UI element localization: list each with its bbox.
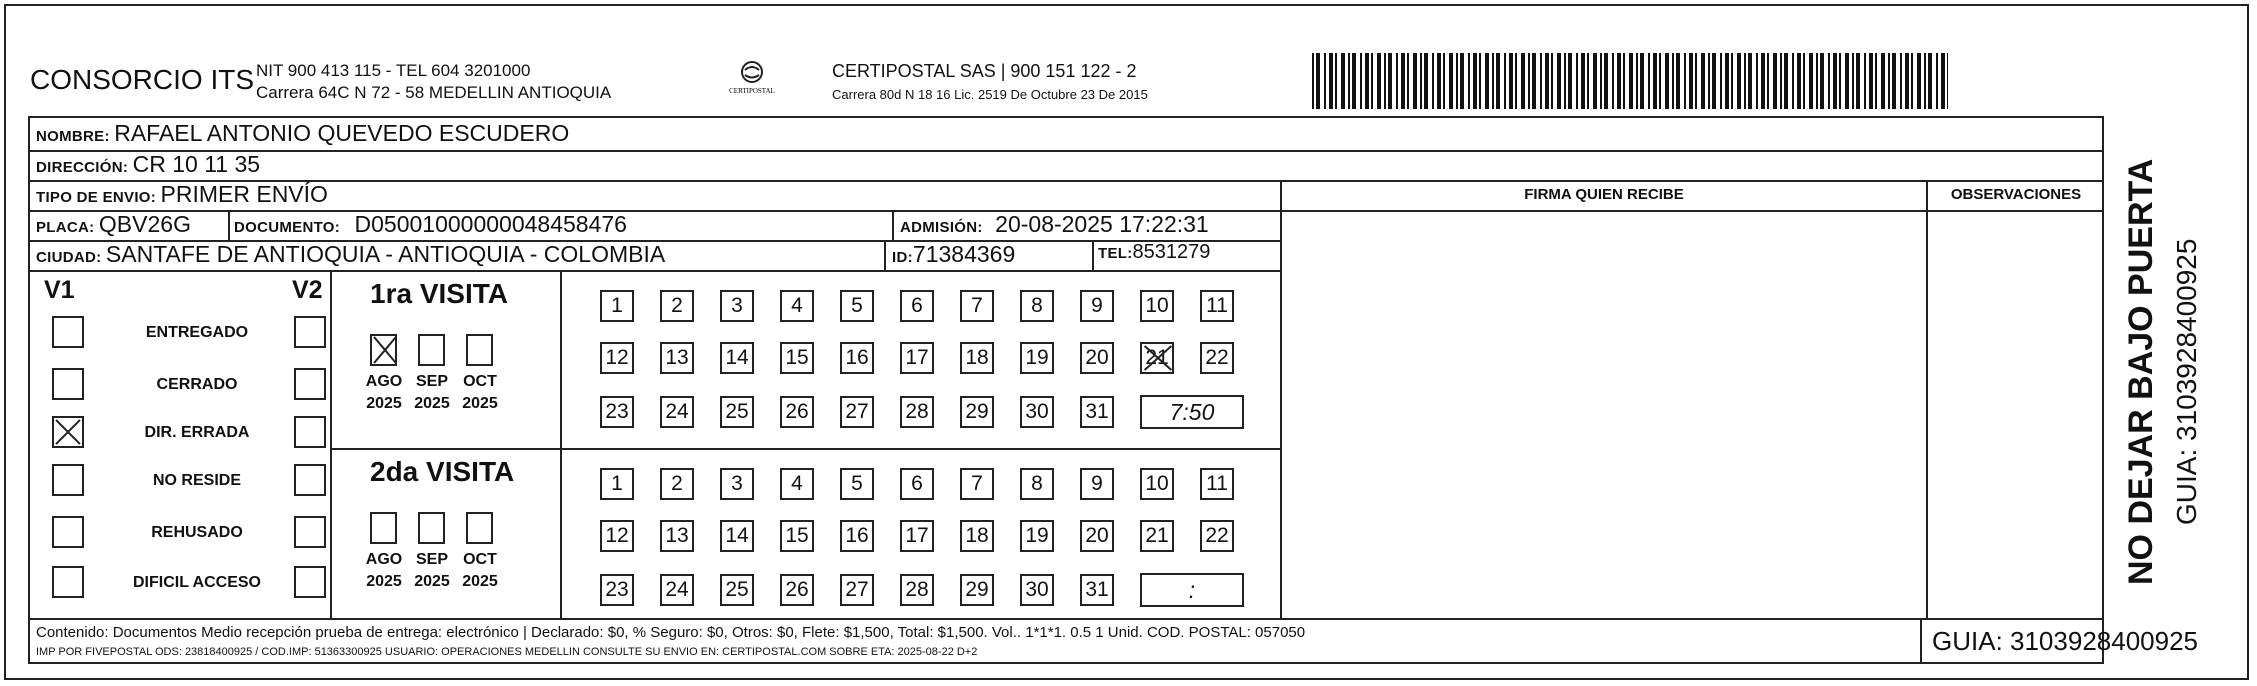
barcode-bar [1360, 53, 1362, 109]
barcode-bar [1348, 53, 1350, 109]
barcode-bar [1629, 53, 1633, 109]
day-box[interactable]: 28 [900, 396, 934, 428]
visit-time-box[interactable]: 7:50 [1140, 395, 1244, 429]
barcode-bar [1557, 53, 1561, 109]
month-label: SEP [415, 551, 448, 568]
month-label: AGO [365, 373, 403, 390]
barcode-bar [1797, 53, 1801, 109]
barcode-bar [1388, 53, 1392, 109]
status-label: DIR. ERRADA [144, 424, 250, 441]
day-box[interactable]: 12 [600, 520, 634, 552]
month-checkbox[interactable] [370, 334, 397, 366]
placa-cell [36, 211, 191, 238]
barcode-bar [1604, 53, 1608, 109]
month-checkbox[interactable] [418, 334, 445, 366]
admision-value: 20-08-2025 17:22:31 [995, 211, 1209, 237]
v2-checkbox-rehusado[interactable] [294, 516, 326, 548]
documento-value: D05001000000048458476 [354, 211, 627, 237]
barcode-bar [1456, 53, 1458, 109]
barcode-bar [1593, 53, 1597, 109]
barcode-bar [1936, 53, 1938, 109]
month-checkbox[interactable] [466, 512, 493, 544]
direccion-row [36, 151, 260, 178]
day-box[interactable]: 21 [1140, 342, 1174, 374]
company-nit: NIT 900 413 115 - TEL 604 3201000 [256, 61, 531, 80]
v2-checkbox-no-reside[interactable] [294, 464, 326, 496]
day-box[interactable]: 20 [1080, 342, 1114, 374]
month-label: SEP [415, 373, 448, 390]
day-box[interactable]: 8 [1020, 468, 1054, 500]
id-cell [892, 241, 1015, 268]
company-info [256, 60, 611, 104]
barcode-bar [1407, 53, 1409, 109]
barcode-bar [1449, 53, 1453, 109]
barcode-bar [1731, 53, 1733, 109]
barcode-bar [1324, 53, 1326, 109]
day-box[interactable]: 2 [660, 290, 694, 322]
barcode-bar [1329, 53, 1333, 109]
placa-label: PLACA: [36, 219, 95, 236]
day-box[interactable]: 1 [600, 290, 634, 322]
barcode-bar [1947, 53, 1948, 109]
barcode-bar [1756, 53, 1758, 109]
barcode-bar [1352, 53, 1356, 109]
barcode-bar [1432, 53, 1434, 109]
day-box[interactable]: 15 [780, 342, 814, 374]
month-year: 2025 [462, 573, 498, 590]
day-box[interactable]: 27 [840, 396, 874, 428]
barcode-bar [1767, 53, 1769, 109]
barcode-bar [1587, 53, 1589, 109]
barcode-bar [1917, 53, 1921, 109]
day-box[interactable]: 22 [1200, 520, 1234, 552]
day-box[interactable]: 25 [720, 574, 754, 606]
barcode-bar [1420, 53, 1422, 109]
barcode-bar [1911, 53, 1913, 109]
barcode-bar [1479, 53, 1481, 109]
day-box[interactable]: 7 [960, 468, 994, 500]
barcode-bar [1928, 53, 1932, 109]
day-box[interactable]: 6 [900, 290, 934, 322]
direccion-value: CR 10 11 35 [132, 151, 261, 177]
barcode-bar [1468, 53, 1470, 109]
barcode-bar [1852, 53, 1854, 109]
barcode-bar [1413, 53, 1417, 109]
barcode-bar [1701, 53, 1705, 109]
v2-checkbox-cerrado[interactable] [294, 368, 326, 400]
v1-checkbox-entregado[interactable] [52, 316, 84, 348]
barcode-bar [1515, 53, 1517, 109]
day-box[interactable]: 5 [840, 290, 874, 322]
documento-label: DOCUMENTO: [234, 219, 341, 236]
side-guia-text: GUIA: 3103928400925 [2171, 238, 2202, 525]
status-label: DIFICIL ACCESO [132, 574, 261, 591]
tipo-envio-row [36, 181, 328, 208]
day-box[interactable]: 17 [900, 342, 934, 374]
day-box[interactable]: 16 [840, 520, 874, 552]
tel-cell [1098, 241, 1210, 264]
barcode-bar [1725, 53, 1729, 109]
day-box[interactable]: 19 [1020, 520, 1054, 552]
barcode-bar [1875, 53, 1877, 109]
ciudad-label: CIUDAD: [36, 249, 102, 266]
barcode-bar [1576, 53, 1578, 109]
month-checkbox[interactable] [370, 512, 397, 544]
v1-checkbox-dificil-acceso[interactable] [52, 566, 84, 598]
barcode-bar [1905, 53, 1909, 109]
courier-info [832, 60, 1148, 106]
day-box[interactable]: 30 [1020, 574, 1054, 606]
barcode-bar [1695, 53, 1697, 109]
visit-title: 1ra VISITA [370, 278, 508, 309]
barcode-bar [1689, 53, 1693, 109]
barcode-bar [1720, 53, 1722, 109]
barcode-bar [1640, 53, 1644, 109]
courier-license: Carrera 80d N 18 16 Lic. 2519 De Octubre 23 De 2015 [832, 87, 1148, 102]
barcode-bar [1335, 53, 1337, 109]
day-box[interactable]: 25 [720, 396, 754, 428]
v1-checkbox-rehusado[interactable] [52, 516, 84, 548]
barcode-bar [1612, 53, 1614, 109]
day-box[interactable]: 11 [1200, 290, 1234, 322]
barcode-bar [1564, 53, 1566, 109]
barcode-bar [1365, 53, 1369, 109]
month-label: OCT [463, 551, 497, 568]
barcode-bar [1737, 53, 1741, 109]
day-box[interactable]: 5 [840, 468, 874, 500]
barcode [1312, 53, 1950, 109]
barcode-bar [1401, 53, 1405, 109]
tel-value: 8531279 [1132, 241, 1211, 263]
day-box[interactable]: 29 [960, 574, 994, 606]
day-box[interactable]: 23 [600, 396, 634, 428]
barcode-bar [1460, 53, 1464, 109]
v1-checkbox-dir-errada[interactable] [52, 416, 84, 448]
day-box[interactable]: 3 [720, 468, 754, 500]
day-box[interactable]: 9 [1080, 468, 1114, 500]
day-box[interactable]: 22 [1200, 342, 1234, 374]
footer-content: Contenido: Documentos Medio recepción prueba de entrega: electrónico | Declarado: $0, % Seguro: $0, Otros: $0, Flete: $1,500, Total: $1,500. Vol.. 1*1*1. 0.5 1 Unid. COD. POSTAL: 057050 [36, 624, 1306, 641]
barcode-bar [1761, 53, 1765, 109]
v2-checkbox-entregado[interactable] [294, 316, 326, 348]
day-box[interactable]: 4 [780, 468, 814, 500]
id-label: ID: [892, 249, 913, 266]
v2-checkbox-dir-errada[interactable] [294, 416, 326, 448]
barcode-bar [1521, 53, 1525, 109]
barcode-bar [1600, 53, 1602, 109]
barcode-bar [1568, 53, 1572, 109]
day-box[interactable]: 30 [1020, 396, 1054, 428]
barcode-bar [1312, 53, 1314, 109]
documento-cell [234, 211, 627, 238]
v1-header: V1 [44, 276, 75, 304]
barcode-bar [1924, 53, 1926, 109]
day-box[interactable]: 21 [1140, 520, 1174, 552]
day-box[interactable]: 14 [720, 342, 754, 374]
day-box[interactable]: 26 [780, 396, 814, 428]
barcode-bar [1371, 53, 1373, 109]
barcode-bar [1528, 53, 1530, 109]
barcode-bar [1540, 53, 1542, 109]
barcode-bar [1833, 53, 1837, 109]
barcode-bar [1473, 53, 1477, 109]
placa-value: QBV26G [98, 211, 191, 237]
barcode-bar [1672, 53, 1674, 109]
barcode-bar [1396, 53, 1398, 109]
nombre-value: RAFAEL ANTONIO QUEVEDO ESCUDERO [114, 120, 570, 146]
day-box[interactable]: 10 [1140, 468, 1174, 500]
barcode-bar [1748, 53, 1752, 109]
day-box[interactable]: 18 [960, 342, 994, 374]
admision-label: ADMISIÓN: [900, 219, 983, 236]
guia-number: GUIA: 3103928400925 [1932, 626, 2198, 656]
month-label: AGO [365, 551, 403, 568]
barcode-bar [1869, 53, 1873, 109]
admision-cell [900, 211, 1209, 238]
barcode-bar [1828, 53, 1830, 109]
barcode-bar [1617, 53, 1621, 109]
barcode-graphic [1312, 53, 1950, 109]
day-box[interactable]: 28 [900, 574, 934, 606]
barcode-bar [1648, 53, 1650, 109]
day-box[interactable]: 27 [840, 574, 874, 606]
day-box[interactable]: 24 [660, 574, 694, 606]
nombre-row [36, 120, 569, 147]
barcode-bar [1532, 53, 1536, 109]
observaciones-header: OBSERVACIONES [1950, 186, 2082, 203]
month-year: 2025 [366, 395, 402, 412]
barcode-bar [1492, 53, 1494, 109]
day-box[interactable]: 13 [660, 520, 694, 552]
barcode-bar [1845, 53, 1849, 109]
barcode-bar [1341, 53, 1345, 109]
month-year: 2025 [414, 573, 450, 590]
barcode-bar [1665, 53, 1669, 109]
barcode-bar [1684, 53, 1686, 109]
day-box[interactable]: 10 [1140, 290, 1174, 322]
day-box[interactable]: 26 [780, 574, 814, 606]
month-checkbox[interactable] [418, 512, 445, 544]
barcode-bar [1437, 53, 1441, 109]
tipo-envio-label: TIPO DE ENVIO: [36, 189, 157, 206]
company-address: Carrera 64C N 72 - 58 MEDELLIN ANTIOQUIA [256, 83, 612, 102]
barcode-bar [1816, 53, 1818, 109]
barcode-bar [1443, 53, 1445, 109]
day-box[interactable]: 1 [600, 468, 634, 500]
visit-title: 2da VISITA [370, 456, 515, 487]
day-box[interactable]: 9 [1080, 290, 1114, 322]
day-box[interactable]: 12 [600, 342, 634, 374]
day-box[interactable]: 8 [1020, 290, 1054, 322]
day-box[interactable]: 29 [960, 396, 994, 428]
logo-text: CERTIPOSTAL [729, 87, 775, 95]
barcode-bar [1485, 53, 1489, 109]
barcode-bar [1803, 53, 1805, 109]
ciudad-cell [36, 241, 665, 268]
certipostal-logo [720, 60, 784, 100]
id-value: 71384369 [912, 241, 1016, 267]
status-label: NO RESIDE [152, 472, 241, 489]
barcode-bar [1496, 53, 1500, 109]
barcode-bar [1881, 53, 1885, 109]
barcode-bar [1545, 53, 1549, 109]
direccion-label: DIRECCIÓN: [36, 159, 129, 176]
no-dejar-text: NO DEJAR BAJO PUERTA [2122, 158, 2160, 585]
day-box[interactable]: 24 [660, 396, 694, 428]
day-box[interactable]: 31 [1080, 396, 1114, 428]
barcode-bar [1708, 53, 1710, 109]
tel-label: TEL: [1098, 245, 1133, 262]
barcode-bar [1384, 53, 1386, 109]
barcode-bar [1504, 53, 1506, 109]
v1-checkbox-cerrado[interactable] [52, 368, 84, 400]
barcode-bar [1636, 53, 1638, 109]
barcode-bar [1623, 53, 1625, 109]
barcode-bar [1653, 53, 1657, 109]
barcode-bar [1900, 53, 1902, 109]
day-box[interactable]: 7 [960, 290, 994, 322]
day-box[interactable]: 18 [960, 520, 994, 552]
firma-header: FIRMA QUIEN RECIBE [1524, 186, 1684, 203]
day-box[interactable]: 19 [1020, 342, 1054, 374]
barcode-bar [1509, 53, 1513, 109]
barcode-bar [1839, 53, 1841, 109]
courier-name: CERTIPOSTAL SAS | 900 151 122 - 2 [832, 61, 1137, 81]
company-name: CONSORCIO ITS [30, 64, 255, 95]
barcode-bar [1581, 53, 1585, 109]
day-box[interactable]: 15 [780, 520, 814, 552]
day-box[interactable]: 23 [600, 574, 634, 606]
barcode-bar [1659, 53, 1661, 109]
barcode-bar [1820, 53, 1824, 109]
day-box[interactable]: 13 [660, 342, 694, 374]
barcode-bar [1864, 53, 1866, 109]
day-box[interactable]: 14 [720, 520, 754, 552]
barcode-bar [1712, 53, 1716, 109]
barcode-bar [1377, 53, 1381, 109]
barcode-bar [1792, 53, 1794, 109]
barcode-bar [1784, 53, 1788, 109]
nombre-label: NOMBRE: [36, 128, 110, 145]
day-box[interactable]: 20 [1080, 520, 1114, 552]
day-box[interactable]: 2 [660, 468, 694, 500]
day-box[interactable]: 6 [900, 468, 934, 500]
barcode-bar [1941, 53, 1945, 109]
barcode-bar [1676, 53, 1680, 109]
barcode-bar [1892, 53, 1896, 109]
barcode-bar [1316, 53, 1320, 109]
v2-header: V2 [292, 276, 323, 304]
ciudad-value: SANTAFE DE ANTIOQUIA - ANTIOQUIA - COLOMBIA [105, 241, 666, 267]
month-year: 2025 [462, 395, 498, 412]
month-label: OCT [463, 373, 497, 390]
visit-time-box[interactable]: : [1140, 573, 1244, 607]
day-box[interactable]: 16 [840, 342, 874, 374]
day-box[interactable]: 11 [1200, 468, 1234, 500]
day-box[interactable]: 31 [1080, 574, 1114, 606]
barcode-bar [1809, 53, 1813, 109]
barcode-bar [1551, 53, 1553, 109]
day-box[interactable]: 4 [780, 290, 814, 322]
barcode-bar [1780, 53, 1782, 109]
v1-checkbox-no-reside[interactable] [52, 464, 84, 496]
month-year: 2025 [366, 573, 402, 590]
day-box[interactable]: 3 [720, 290, 754, 322]
side-notice [2112, 130, 2212, 670]
barcode-bar [1424, 53, 1428, 109]
barcode-bar [1773, 53, 1777, 109]
month-year: 2025 [414, 395, 450, 412]
v2-checkbox-dificil-acceso[interactable] [294, 566, 326, 598]
status-label: CERRADO [156, 376, 238, 393]
footer-print-info: IMP POR FIVEPOSTAL ODS: 23818400925 / COD.IMP: 51363300925 USUARIO: OPERACIONES MEDELLIN CONSULTE SU ENVIO EN: CERTIPOSTAL.COM SOBRE ETA: 2025-08-22 D+2 [36, 646, 978, 658]
barcode-bar [1744, 53, 1746, 109]
barcode-bar [1888, 53, 1890, 109]
barcode-bar [1856, 53, 1860, 109]
month-checkbox[interactable] [466, 334, 493, 366]
day-box[interactable]: 17 [900, 520, 934, 552]
status-label: ENTREGADO [145, 324, 249, 341]
tipo-envio-value: PRIMER ENVÍO [160, 181, 328, 207]
status-label: REHUSADO [151, 524, 243, 541]
